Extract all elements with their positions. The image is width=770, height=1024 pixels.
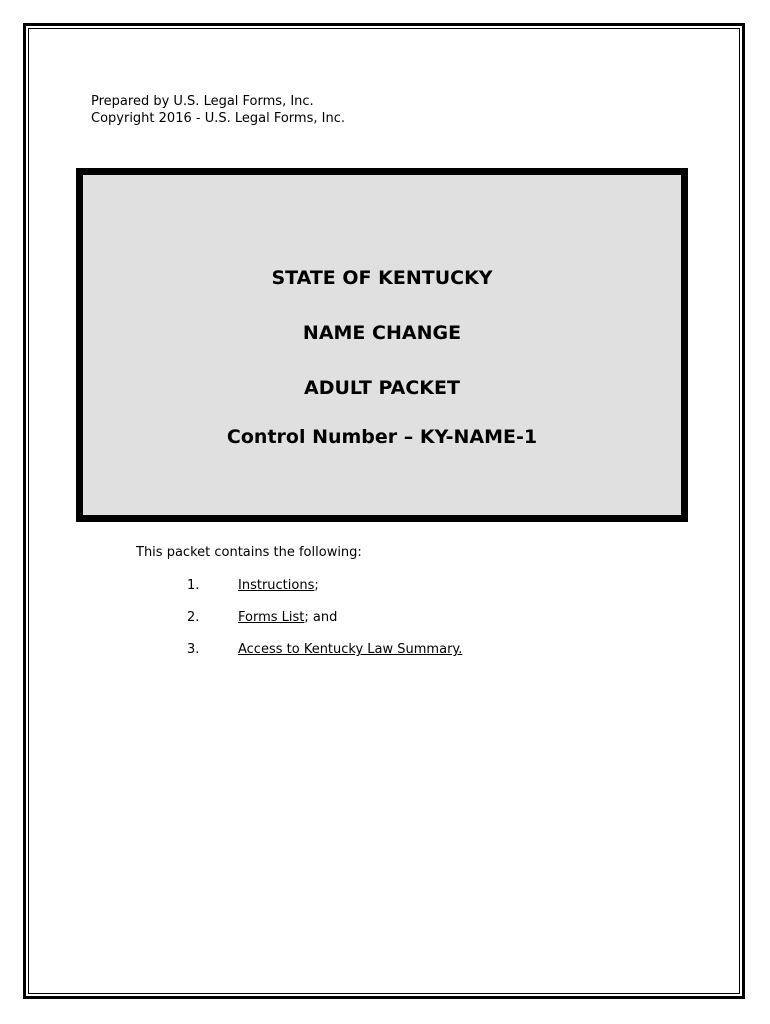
packet-title: ADULT PACKET — [304, 377, 460, 399]
contents-intro: This packet contains the following: — [136, 545, 362, 560]
copyright-line: Copyright 2016 - U.S. Legal Forms, Inc. — [91, 111, 345, 126]
forms-list-link[interactable]: Forms List — [238, 610, 305, 625]
control-number: Control Number – KY-NAME-1 — [226, 426, 538, 448]
list-item-number: 3. — [187, 642, 200, 657]
list-item-number: 1. — [187, 578, 200, 593]
prepared-by-line: Prepared by U.S. Legal Forms, Inc. — [91, 94, 314, 109]
instructions-link[interactable]: Instructions — [238, 578, 315, 593]
list-item-suffix: ; and — [304, 610, 338, 625]
preparer-info — [91, 93, 345, 127]
list-item — [187, 642, 462, 657]
state-title: STATE OF KENTUCKY — [271, 267, 493, 289]
list-item-number: 2. — [187, 610, 200, 625]
subject-title: NAME CHANGE — [302, 322, 462, 344]
list-item — [187, 610, 337, 625]
law-summary-link[interactable]: Access to Kentucky Law Summary. — [238, 642, 463, 657]
title-box — [76, 168, 688, 522]
list-item-suffix: ; — [314, 578, 319, 593]
list-item — [187, 578, 319, 593]
